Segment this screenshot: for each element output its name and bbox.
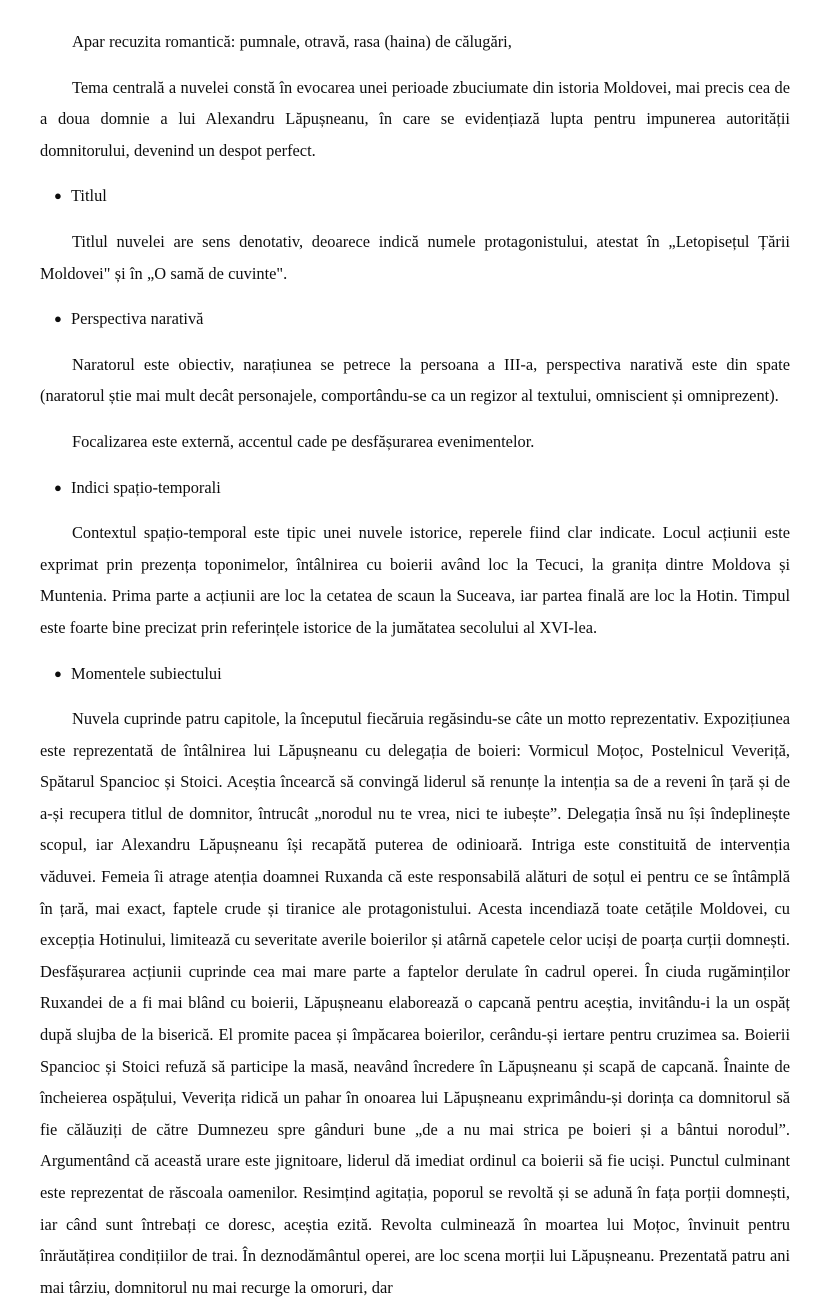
bullet-indici-spatio-temporali-label: Indici spațio-temporali <box>71 477 221 497</box>
paragraph-context-spatio-temporal: Contextul spațio-temporal este tipic unei nuvele istorice, reperele fiind clar indicate. Locul acțiunii este exprimat prin prezența toponimelor, întâlnirea cu boierii având loc la Tecuci, la granița dintre Moldova și Muntenia. Prima parte a acțiunii are loc la cetatea de scaun la Suceava, iar partea finală are loc la Hotin. Timpul este foarte bine precizat prin referințele istorice de la jumătatea secolului al XVI-lea. <box>40 523 790 637</box>
paragraph-titlul-detaliu: Titlul nuvelei are sens denotativ, deoarece indică numele protagonistului, atestat în „Letopisețul Țării Moldovei" și în „O samă de cuvinte". <box>40 231 790 283</box>
document-body <box>40 26 790 1303</box>
bullet-dot-icon: ● <box>54 188 62 204</box>
bullet-perspectiva-narativa-label: Perspectiva narativă <box>71 309 204 329</box>
bullet-titlul <box>40 180 790 212</box>
paragraph-recuzita-romantica: Apar recuzita romantică: pumnale, otravă, rasa (haina) de călugări, <box>72 32 512 51</box>
bullet-list-momentele <box>40 658 790 690</box>
bullet-dot-icon: ● <box>54 311 62 327</box>
bullet-titlul-label: Titlul <box>71 186 107 206</box>
bullet-momentele-subiectului <box>40 658 790 690</box>
bullet-dot-icon: ● <box>54 665 62 681</box>
paragraph-narator-obiectiv: Naratorul este obiectiv, narațiunea se petrece la persoana a III-a, perspectiva narativă este din spate (naratorul știe mai mult decât personajele, comportându-se ca un regizor al textului, omniscient și omniprezent). <box>40 354 790 406</box>
bullet-list-perspectiva <box>40 303 790 335</box>
paragraph-focalizare-externa: Focalizarea este externă, accentul cade pe desfășurarea evenimentelor. <box>72 431 535 451</box>
bullet-dot-icon: ● <box>54 479 62 495</box>
bullet-list-titlul <box>40 180 790 212</box>
bullet-indici-spatio-temporali <box>40 472 790 504</box>
paragraph-tema-centrala: Tema centrală a nuvelei constă în evocarea unei perioade zbuciumate din istoria Moldovei, mai precis cea de a doua domnie a lui Alexandru Lăpușneanu, în care se evidențiază lupta pentru impunerea autorității domnitorului, devenind un despot perfect. <box>40 77 790 160</box>
paragraph-momentele-subiectului-detaliu: Nuvela cuprinde patru capitole, la începutul fiecăruia regăsindu-se câte un motto reprezentativ. Expozițiunea este reprezentată de întâlnirea lui Lăpușneanu cu delegația de boieri: Vormicul Moțoc, Postelnicul Veveriță, Spătarul Spancioc și Stoici. Aceștia încearcă să convingă liderul să renunțe la intenția sa de a reveni în țară și de a-și recupera titlul de domnitor, întrucât „norodul nu te vrea, nici te iubește”. Delegația însă nu își îndeplinește scopul, iar Alexandru Lăpușneanu își recapătă puterea de odinioară. Intriga este constituită de intervenția văduvei. Femeia îi atrage atenția doamnei Ruxanda că este responsabilă alături de soțul ei pentru ce se întâmplă în țară, mai exact, faptele crude și tiranice ale protagonistului. Acesta incendiază toate cetățile Moldovei, cu excepția Hotinului, limitează cu severitate averile boierilor și atârnă capetele celor uciși de poarța curții domnești. Desfășurarea acțiunii cuprinde cea mai mare parte a faptelor derulate în cadrul operei. În ciuda rugăminților Ruxandei de a fi mai blând cu boierii, Lăpușneanu elaborează o capcană pentru aceștia, invitându-i la un ospăț după slujba de la biserică. El promite pacea și împăcarea boierilor, cerându-și iertare pentru cruzimea sa. Boierii Spancioc și Stoici refuză să participe la masă, neavând încredere în Lăpușneanu și scapă de capcană. Înainte de încheierea ospățului, Veverița ridică un pahar în onoarea lui Lăpușneanu exprimându-și dorința ca domnitorul să fie călăuziți de către Dumnezeu spre gânduri bune „de a nu mai strica pe boieri și a bântui norodul”. Argumentând că această urare este jignitoare, liderul dă imediat ordinul ca boierii să fie uciși. Punctul culminant este reprezentat de răscoala oamenilor. Resimțind agitația, poporul se revoltă și se adună în fața porții domnești, iar când sunt întrebați ce doresc, aceștia ezită. Revolta culminează în moartea lui Moțoc, învinuit pentru înrăutățirea condițiilor de trai. În deznodământul operei, are loc scena morții lui Lăpușneanu. Prezentată patru ani mai târziu, domnitorul nu mai recurge la omoruri, dar <box>40 709 790 1297</box>
bullet-perspectiva-narativa <box>40 303 790 335</box>
bullet-list-indici <box>40 472 790 504</box>
bullet-momentele-subiectului-label: Momentele subiectului <box>71 663 222 683</box>
